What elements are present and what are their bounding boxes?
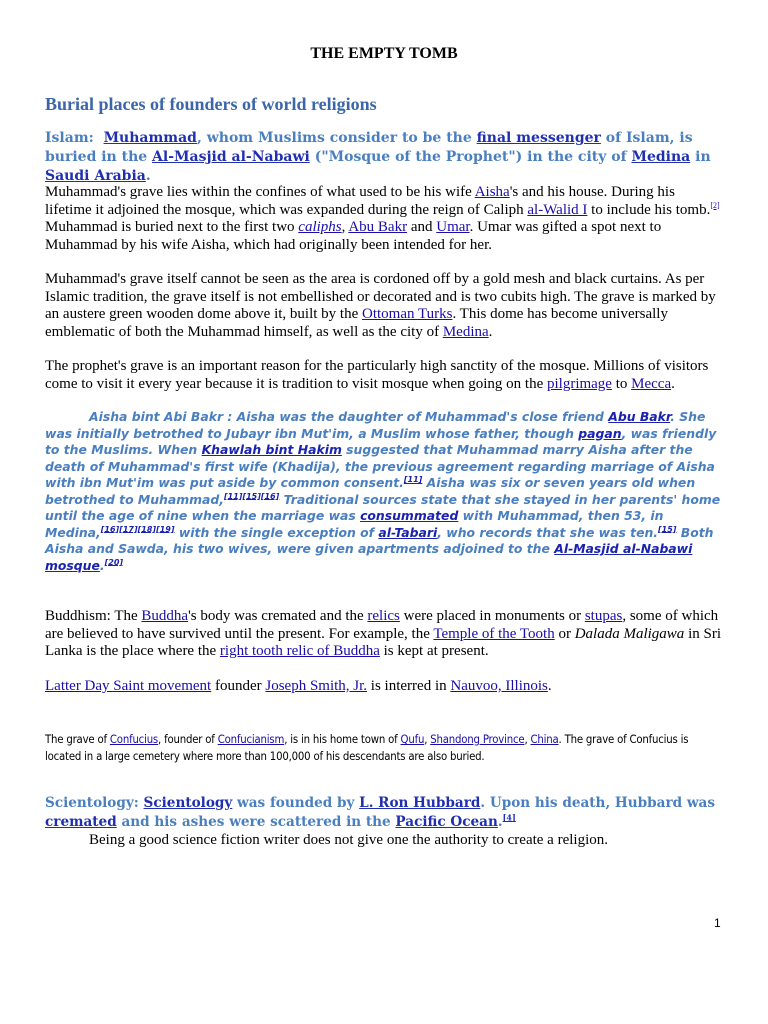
link-china[interactable]: China (530, 733, 559, 746)
link-abu-bakr[interactable]: Abu Bakr (348, 219, 408, 235)
link-final-messenger[interactable]: final messenger (476, 130, 601, 146)
page-title: THE EMPTY TOMB (310, 45, 458, 62)
link-caliphs[interactable]: caliphs (298, 219, 342, 235)
link-aisha[interactable]: Aisha (474, 184, 510, 200)
link-joseph-smith[interactable]: Joseph Smith, Jr. (265, 678, 368, 694)
link-muhammad[interactable]: Muhammad (103, 130, 197, 146)
ref-11-15-16[interactable]: [11][15][16] (224, 491, 280, 501)
link-confucianism[interactable]: Confucianism (217, 733, 285, 746)
link-confucius[interactable]: Confucius (109, 733, 159, 746)
link-medina-2[interactable]: Medina (442, 323, 489, 340)
ref-20[interactable]: [20] (104, 557, 124, 567)
link-latter-day-saint[interactable]: Latter Day Saint movement (45, 678, 212, 694)
link-buddha[interactable]: Buddha (141, 608, 189, 624)
link-shandong[interactable]: Shandong Province (430, 733, 525, 746)
link-abu-bakr-2[interactable]: Abu Bakr (608, 409, 671, 424)
buddhism-paragraph: Buddhism: The Buddha's body was cremated and the relics were placed in monuments or stupas, some of which are believed to have survived until the present. For example, the Temple of the Tooth or Dalada Maligawa in Sri Lanka is the place where the right tooth relic of Buddha is kept at present. (45, 608, 721, 659)
link-mecca[interactable]: Mecca (631, 375, 672, 392)
grave-paragraph-1: Muhammad's grave lies within the confines of what used to be his wife Aisha's and his house. During his lifetime it adjoined the mosque, which was expanded during the reign of Caliph al-Walid I to include his tomb.[2] Muhammad is buried next to the first two caliphs, Abu Bakr and Umar. Umar was gifted a spot next to Muhammad by his wife Aisha, which had originally been intended for her. (45, 184, 720, 253)
link-pacific-ocean[interactable]: Pacific Ocean (395, 814, 498, 830)
scientology-note: Being a good science fiction writer does not give one the authority to create a religion. (89, 832, 608, 848)
ref-2[interactable]: [2] (710, 200, 720, 210)
link-umar[interactable]: Umar (436, 219, 470, 235)
grave-paragraph-2: Muhammad's grave itself cannot be seen as the area is cordoned off by a gold mesh and black curtains. As per Islamic tradition, the grave itself is not embellished or decorated and is two cubits high. The grave is marked by an austere green wooden dome above it, built by the Ottoman Turks. This dome has become universally emblematic of both the Muhammad himself, as well as the city of Medina. (45, 271, 716, 340)
link-scientology[interactable]: Scientology (143, 795, 233, 811)
ref-4[interactable]: [4] (502, 812, 516, 823)
link-ottoman-turks[interactable]: Ottoman Turks (362, 306, 453, 322)
link-al-masjid-al-nabawi[interactable]: Al-Masjid al-Nabawi (152, 149, 310, 165)
link-qufu[interactable]: Qufu (400, 733, 425, 746)
link-stupas[interactable]: stupas (584, 608, 623, 624)
islam-paragraph: Islam: Muhammad, whom Muslims consider to be the final messenger of Islam, is buried in the Al-Masjid al-Nabawi ("Mosque of the Prophet") in the city of Medina in Saudi Arabia. (45, 130, 711, 184)
link-al-walid[interactable]: al-Walid I (527, 201, 588, 218)
scientology-paragraph: Scientology: Scientology was founded by L. Ron Hubbard. Upon his death, Hubbard was cremated and his ashes were scattered in the Pacific Ocean.[4] (45, 795, 716, 830)
page-number: 1 (714, 916, 721, 930)
link-medina[interactable]: Medina (631, 149, 691, 165)
link-al-tabari[interactable]: al-Tabari (378, 524, 438, 540)
link-saudi-arabia[interactable]: Saudi Arabia (45, 168, 146, 184)
ref-11[interactable]: [11] (403, 474, 423, 484)
aisha-paragraph: Aisha bint Abi Bakr : Aisha was the daughter of Muhammad's close friend Abu Bakr. She was initially betrothed to Jubayr ibn Mut'im, a Muslim whose father, though pagan, was friendly to the Muslims. When Khawlah bint Hakim suggested that Muhammad marry Aisha after the death of Muhammad's first wife (Khadija), the previous agreement regarding marriage of Aisha with ibn Mut'im was put aside by common consent.[11] Aisha was six or seven years old when betrothed to Muhammad,[11][15][16] Traditional sources state that she stayed in her parents' home until the age of nine when the marriage was consummated with Muhammad, then 53, in Medina,[16][17][18][19] with the single exception of al-Tabari, who records that she was ten.[15] Both Aisha and Sawda, his two wives, were given apartments adjoined to the Al-Masjid al-Nabawi mosque.[20] (45, 409, 721, 573)
lds-paragraph: Latter Day Saint movement founder Joseph Smith, Jr. is interred in Nauvoo, Illinois. (45, 678, 552, 694)
link-relics[interactable]: relics (367, 608, 400, 624)
section-heading: Burial places of founders of world religions (45, 94, 377, 114)
link-pagan[interactable]: pagan (578, 425, 622, 441)
link-temple-of-the-tooth[interactable]: Temple of the Tooth (433, 625, 555, 642)
link-tooth-relic[interactable]: right tooth relic of Buddha (219, 643, 380, 659)
ref-16-19[interactable]: [16][17][18][19] (100, 524, 175, 534)
dalada-maligawa: Dalada Maligawa (574, 625, 685, 642)
link-nauvoo[interactable]: Nauvoo, Illinois (450, 678, 548, 694)
ref-15[interactable]: [15] (658, 524, 677, 534)
grave-paragraph-3: The prophet's grave is an important reason for the particularly high sanctity of the mosque. Millions of visitors come to visit it every year because it is tradition to visit mosque when going on the pilgrimage to Mecca. (45, 358, 709, 392)
link-consummated[interactable]: consummated (360, 508, 459, 523)
link-pilgrimage[interactable]: pilgrimage (546, 375, 612, 392)
link-al-masjid-mosque[interactable]: Al-Masjid al-Nabawi mosque (45, 541, 693, 573)
link-khawlah-bint-hakim[interactable]: Khawlah bint Hakim (201, 442, 342, 457)
confucius-paragraph: The grave of Confucius, founder of Confucianism, is in his home town of Qufu, Shandong Province, China. The grave of Confucius is located in a large cemetery where more than 100,000 of his descendants are also buried. (45, 733, 689, 763)
link-cremated[interactable]: cremated (45, 814, 117, 830)
link-l-ron-hubbard[interactable]: L. Ron Hubbard (359, 795, 481, 811)
